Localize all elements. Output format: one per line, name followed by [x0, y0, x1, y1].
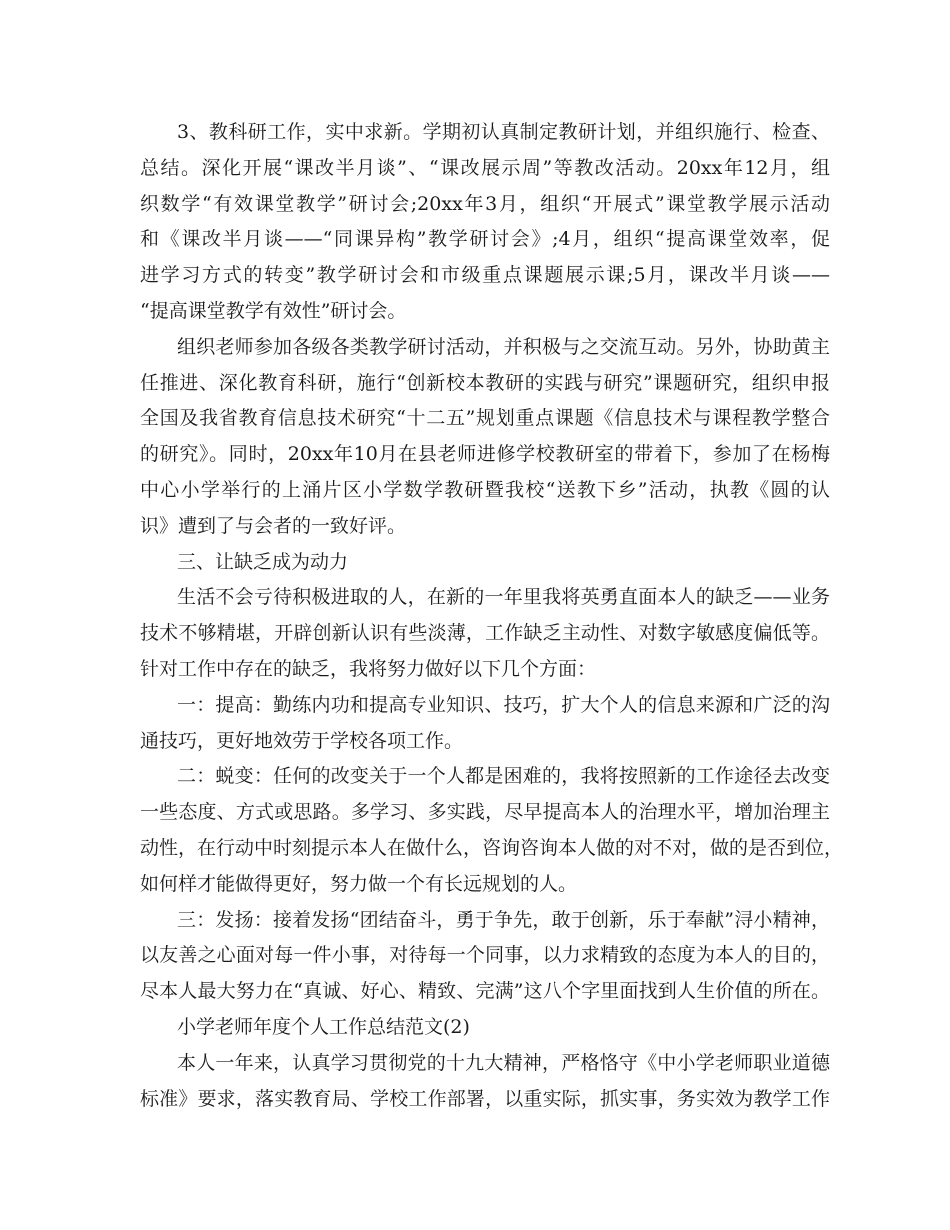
paragraph-line: 中心小学举行的上涌片区小学数学教研暨我校“送教下乡”活动，执教《圆的认	[140, 478, 830, 501]
paragraph-line: 3、教科研工作，实中求新。学期初认真制定教研计划，并组织施行、检查、	[177, 121, 830, 143]
paragraph-line: 的研究》。同时，20xx年10月在县老师进修学校教研室的带着下，参加了在杨梅	[140, 443, 830, 466]
paragraph-line: 三：发扬：接着发扬“团结奋斗，勇于争先，敢于创新，乐于奉献”浔小精神，	[177, 908, 830, 931]
paragraph-line: 进学习方式的转变”教学研讨会和市级重点课题展示课;5月，课改半月谈——	[140, 264, 830, 287]
paragraph-line: 一：提高：勤练内功和提高专业知识、技巧，扩大个人的信息来源和广泛的沟	[177, 693, 830, 716]
paragraph-line: 针对工作中存在的缺乏，我将努力做好以下几个方面：	[140, 657, 597, 680]
paragraph-line: 技术不够精堪，开辟创新认识有些淡薄，工作缺乏主动性、对数字敏感度偏低等。	[140, 622, 830, 645]
paragraph-line: 组织老师参加各级各类教学研讨活动，并积极与之交流互动。另外，协助黄主	[177, 335, 830, 358]
paragraph-line: 识》遭到了与会者的一致好评。	[140, 514, 407, 537]
paragraph-line: 和《课改半月谈——“同课异构”教学研讨会》;4月，组织“提高课堂效率，促	[140, 228, 830, 251]
paragraph-line: 织数学“有效课堂教学”研讨会;20xx年3月，组织“开展式”课堂教学展示活动	[140, 192, 830, 215]
paragraph-line: 尽本人最大努力在“真诚、好心、精致、完满”这八个字里面找到人生价值的所在。	[140, 980, 830, 1003]
section-heading: 小学老师年度个人工作总结范文(2)	[177, 1015, 470, 1038]
document-body	[140, 115, 844, 1117]
paragraph-line: 一些态度、方式或思路。多学习、多实践，尽早提高本人的治理水平，增加治理主	[140, 801, 830, 824]
paragraph-line: 动性，在行动中时刻提示本人在做什么，咨询咨询本人做的对不对，做的是否到位，	[140, 836, 844, 859]
section-heading: 三、让缺乏成为动力	[177, 550, 349, 573]
paragraph-line: 本人一年来，认真学习贯彻党的十九大精神，严格恪守《中小学老师职业道德	[177, 1051, 830, 1074]
paragraph-line: 通技巧，更好地效劳于学校各项工作。	[140, 729, 464, 752]
paragraph-line: 以友善之心面对每一件小事，对待每一个同事，以力求精致的态度为本人的目的，	[140, 944, 830, 967]
paragraph-line: 生活不会亏待积极进取的人，在新的一年里我将英勇直面本人的缺乏——业务	[177, 586, 830, 609]
paragraph-line: 二：蜕变：任何的改变关于一个人都是困难的，我将按照新的工作途径去改变	[177, 765, 830, 788]
paragraph-line: 任推进、深化教育科研，施行“创新校本教研的实践与研究”课题研究，组织申报	[140, 371, 830, 394]
paragraph-line: 总结。深化开展“课改半月谈”、“课改展示周”等教改活动。20xx年12月，组	[140, 156, 830, 179]
paragraph-line: “提高课堂教学有效性”研讨会。	[140, 299, 407, 322]
paragraph-line: 如何样才能做得更好，努力做一个有长远规划的人。	[140, 872, 578, 895]
paragraph-line: 标准》要求，落实教育局、学校工作部署，以重实际，抓实事，务实效为教学工作	[140, 1087, 830, 1110]
paragraph-line: 全国及我省教育信息技术研究“十二五”规划重点课题《信息技术与课程教学整合	[140, 407, 830, 430]
